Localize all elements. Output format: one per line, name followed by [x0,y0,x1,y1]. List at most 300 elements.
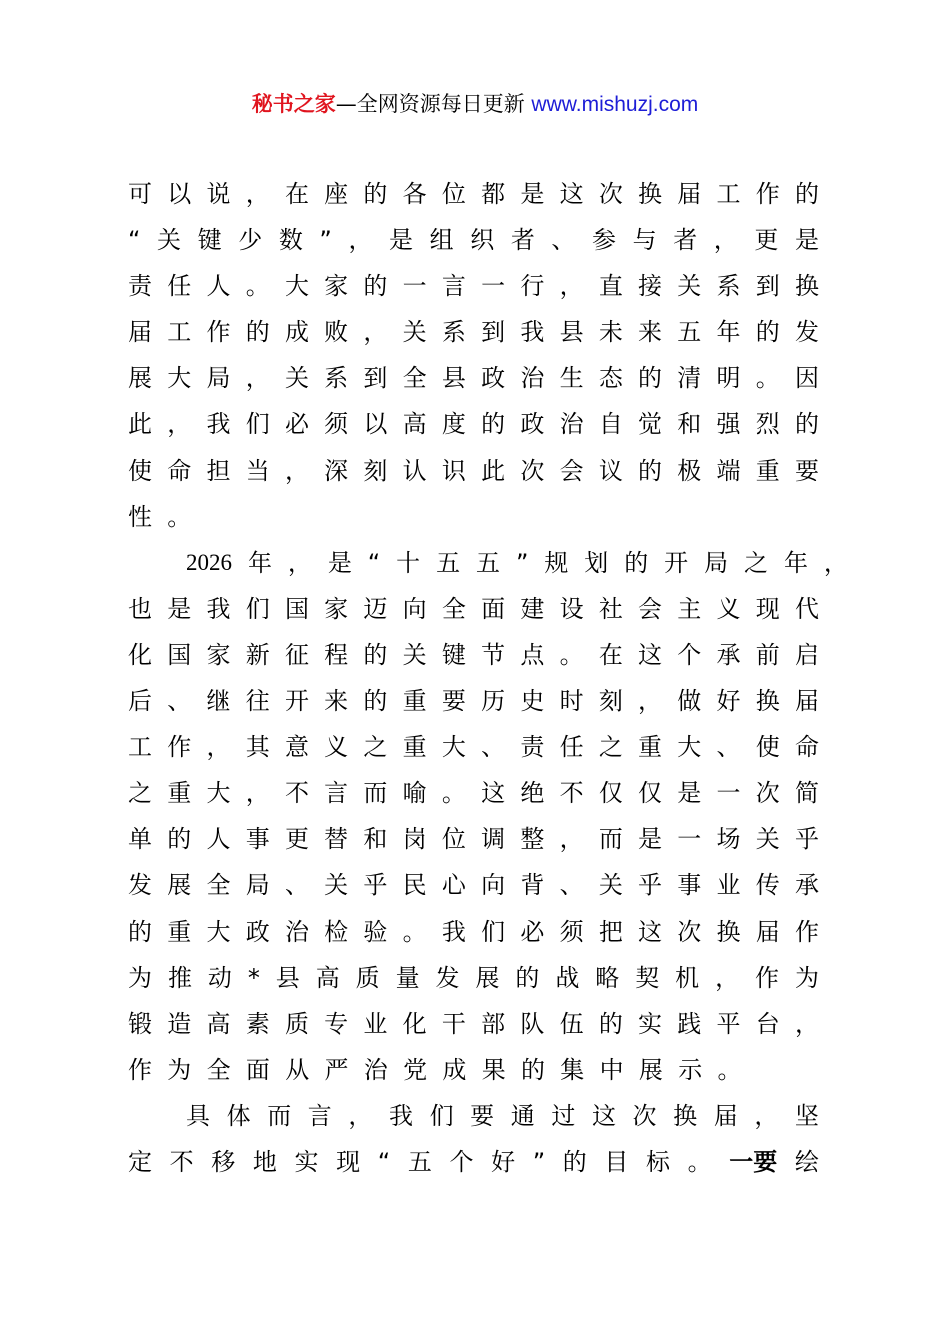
char: 好 [716,687,741,716]
char: 要 [470,1101,495,1130]
char: 台 [755,1009,780,1038]
char: 大 [677,733,702,762]
char: 迈 [363,594,388,623]
char: 义 [324,733,349,762]
char: 命 [794,733,819,762]
char: 年 [247,548,272,577]
char: 们 [245,410,270,439]
char: 的 [562,1147,587,1176]
char: 系 [716,272,741,301]
char: 我 [441,917,466,946]
char: 全 [402,364,427,393]
char: 一 [716,779,741,808]
char: 换 [638,180,663,208]
char: 的 [794,180,819,208]
text-line [128,217,819,263]
text-line [128,770,819,816]
char: 家 [324,272,349,301]
char: 届 [677,180,702,208]
char: 极 [677,456,702,485]
char: 。 [402,917,427,946]
char: 到 [755,272,780,301]
char: 组 [429,226,454,255]
text-line [128,862,819,908]
char: ” [532,1147,546,1176]
char: 我 [206,410,231,439]
text-line [128,1001,819,1047]
char: 展 [475,963,500,992]
char: 标 [646,1147,670,1176]
char: 治 [559,410,584,439]
char: 生 [559,364,584,393]
char: ， [794,1009,819,1038]
char: 年 [783,548,808,577]
char: 启 [794,640,819,669]
char: 业 [363,1009,388,1038]
char: 高 [206,1009,231,1038]
char: 更 [284,825,309,854]
char: 在 [284,180,309,208]
char: 展 [128,364,152,393]
char: 事 [677,871,702,900]
char: 一 [481,272,506,301]
char: 是 [677,779,702,808]
char: 少 [238,226,263,255]
char: 历 [481,687,506,716]
char: 们 [429,1101,454,1130]
char: 的 [515,963,540,992]
char: 重 [402,687,427,716]
char: 败 [324,318,349,347]
char: 意 [284,733,309,762]
char: 后 [128,687,152,716]
char: 必 [520,917,545,946]
char: 之 [128,779,152,808]
char: 更 [754,226,779,255]
text-line: 作为全面从严治党成果的集中展示。 [128,1055,757,1084]
char: 仅 [598,779,623,808]
char: 们 [481,917,506,946]
char: 织 [470,226,495,255]
char: 届 [713,1101,738,1130]
char: 建 [520,594,545,623]
char: 参 [592,226,616,255]
char: 此 [481,456,506,485]
char: 契 [635,963,660,992]
char: 使 [128,456,152,485]
char: 键 [197,226,222,255]
char: 是 [638,825,663,854]
char: 质 [284,1009,309,1038]
char: 端 [716,456,741,485]
char: 的 [481,410,506,439]
char: 态 [598,364,623,393]
char: 须 [324,410,349,439]
char: 深 [324,456,349,485]
char: 人 [206,272,231,301]
char: 家 [206,640,231,669]
char: 大 [441,733,466,762]
char: 到 [363,364,388,393]
char: ， [638,687,663,716]
char: 系 [441,318,466,347]
char: ， [754,1101,779,1130]
char: ， [715,963,740,992]
char: * [247,963,260,992]
text-line [128,632,819,678]
char: 作 [167,733,192,762]
char: 这 [638,917,663,946]
char: 作 [794,917,819,946]
char: 的 [624,548,649,577]
char: 政 [481,364,506,393]
char: 一 [402,272,427,301]
char: 度 [441,410,466,439]
char: 届 [794,687,819,716]
char: ” [319,226,332,255]
char: 换 [673,1101,698,1130]
char: 代 [794,594,819,623]
char: 而 [598,825,623,854]
number-token: 2026 [186,549,232,575]
char: 重 [167,779,192,808]
char: 部 [481,1009,506,1038]
char: 行 [520,272,545,301]
char: 议 [598,456,623,485]
char: 面 [481,594,506,623]
char: 调 [481,825,506,854]
char: 过 [551,1101,576,1130]
char: 者 [510,226,535,255]
char: 的 [363,687,388,716]
char: 为 [128,963,152,992]
char: 造 [167,1009,192,1038]
text-line: 性。 [128,502,207,531]
char: 场 [716,825,741,854]
char: 关 [598,871,623,900]
char: 换 [755,687,780,716]
char: 之 [744,548,768,577]
char: “ [367,548,381,577]
char: 素 [245,1009,270,1038]
char: 关 [402,640,427,669]
char: 大 [284,272,309,301]
char: 以 [363,410,388,439]
char: 设 [559,594,584,623]
char: 作 [755,180,780,208]
char: 县 [559,318,584,347]
char: 。 [441,779,466,808]
text-line [186,1093,819,1139]
char: 强 [716,410,741,439]
char: 。 [245,272,270,301]
char: 我 [388,1101,413,1130]
char: 伍 [559,1009,584,1038]
char: 事 [245,825,270,854]
char: 其 [245,733,270,762]
char: 县 [275,963,300,992]
char: 大 [206,917,231,946]
char: 高 [315,963,340,992]
char: 到 [481,318,506,347]
char: 发 [435,963,460,992]
document-body [128,171,848,1185]
char: 验 [363,917,388,946]
char: ， [245,180,270,208]
char: 全 [441,594,466,623]
char: 而 [363,779,388,808]
char: 移 [211,1147,236,1176]
char: 局 [245,871,270,900]
char: 简 [794,779,819,808]
char: 大 [206,779,231,808]
char: 质 [355,963,380,992]
char: 岗 [402,825,427,854]
char: 次 [755,779,780,808]
char: 十 [396,548,421,577]
char: 数 [278,226,303,255]
char: 不 [284,779,309,808]
text-segment: 绘 [794,1147,819,1176]
char: 而 [267,1101,292,1130]
char: 民 [402,871,427,900]
char: 届 [755,917,780,946]
char: 是 [327,548,352,577]
char: 大 [167,364,192,393]
char: 关 [755,825,780,854]
char: 业 [716,871,741,900]
char: 关 [284,364,309,393]
char: 这 [481,779,506,808]
char: 识 [441,456,466,485]
char: 担 [206,456,231,485]
char: 地 [252,1147,277,1176]
char: 座 [324,180,349,208]
char: 时 [559,687,584,716]
char: 接 [638,272,663,301]
char: ， [559,272,584,301]
char: 成 [284,318,309,347]
char: 不 [169,1147,194,1176]
char: 这 [591,1101,616,1130]
char: ， [559,825,584,854]
banner-tagline: —全网资源每日更新 [335,92,525,116]
char: 的 [638,364,663,393]
char: 、 [559,871,584,900]
char: 不 [559,779,584,808]
char: 关 [677,272,702,301]
char: 平 [716,1009,741,1038]
char: 承 [716,640,741,669]
char: 战 [555,963,580,992]
char: 的 [128,917,152,946]
char: 、 [481,733,506,762]
char: 。 [687,1147,712,1176]
char: 作 [206,318,231,347]
char: 我 [206,594,231,623]
char: 传 [755,871,780,900]
char: 向 [402,594,427,623]
text-line [128,909,819,955]
char: ， [823,548,848,577]
char: 必 [284,410,309,439]
char: 划 [584,548,609,577]
char: 换 [716,917,741,946]
char: 的 [794,410,819,439]
char: 直 [598,272,623,301]
char: 使 [755,733,780,762]
char: 、 [551,226,576,255]
char: 。 [559,640,584,669]
char: 责 [520,733,545,762]
char: 的 [363,180,388,208]
char: 言 [307,1101,332,1130]
char: 乎 [638,871,663,900]
char: 来 [324,687,349,716]
char: 刻 [363,456,388,485]
char: 向 [481,871,506,900]
char: 觉 [638,410,663,439]
char: 继 [206,687,231,716]
char: 史 [520,687,545,716]
char: 实 [294,1147,319,1176]
char: 五 [677,318,702,347]
char: 社 [598,594,623,623]
char: 。 [755,364,780,393]
char: 乎 [363,871,388,900]
char: 当 [245,456,270,485]
char: ， [348,226,373,255]
char: 绝 [520,779,545,808]
char: 做 [677,687,702,716]
char: 的 [363,272,388,301]
char: 略 [595,963,620,992]
char: 键 [441,640,466,669]
text-line [128,401,819,447]
char: 整 [520,825,545,854]
char: 年 [716,318,741,347]
text-line [128,678,819,724]
char: ， [167,410,192,439]
char: 仅 [638,779,663,808]
char: 、 [167,687,192,716]
text-line-mixed [128,1139,819,1185]
char: 征 [284,640,309,669]
char: 之 [598,733,623,762]
char: 治 [284,917,309,946]
char: 化 [402,1009,427,1038]
char: 次 [598,180,623,208]
site-url-link[interactable]: www.mishuzj.com [531,93,699,116]
char: 动 [207,963,232,992]
char: 干 [441,1009,466,1038]
char: 工 [167,318,192,347]
char: 喻 [402,779,427,808]
char: 位 [441,180,466,208]
char: 来 [638,318,663,347]
char: ， [245,779,270,808]
char: 开 [664,548,689,577]
text-line [128,724,819,770]
char: 和 [677,410,702,439]
char: 作 [755,963,779,992]
char: 是 [389,226,414,255]
char: 主 [677,594,702,623]
char: 们 [245,594,270,623]
char: 会 [559,456,584,485]
char: 展 [167,871,192,900]
char: 者 [673,226,698,255]
char: 家 [324,594,349,623]
char: 的 [245,318,270,347]
char: 新 [245,640,270,669]
char: 重 [402,733,427,762]
char: 任 [167,272,192,301]
char: 背 [520,871,545,900]
char: 量 [395,963,420,992]
char: 坚 [794,1101,819,1130]
text-line [128,309,819,355]
char: 任 [559,733,584,762]
char: 高 [402,410,427,439]
char: 点 [520,640,545,669]
char: 工 [128,733,152,762]
char: 说 [206,180,231,208]
char: 关 [157,226,182,255]
char: 心 [441,871,466,900]
char: 的 [755,318,780,347]
char: “ [377,1147,391,1176]
bold-emphasis: 一要 [729,1147,778,1176]
char: 都 [481,180,506,208]
char: 的 [167,825,192,854]
char: 现 [755,594,780,623]
char: 次 [632,1101,657,1130]
char: 此 [128,410,152,439]
char: 局 [206,364,231,393]
char: 以 [167,180,192,208]
char: 未 [598,318,623,347]
char: 重 [638,733,663,762]
char: 义 [716,594,741,623]
char: 言 [441,272,466,301]
char: “ [128,226,141,255]
char: 这 [559,180,584,208]
char: 重 [755,456,780,485]
char: 规 [544,548,569,577]
text-line [128,955,819,1001]
char: 、 [716,733,741,762]
char: 也 [128,594,152,623]
char: 明 [716,364,741,393]
char: 县 [441,364,466,393]
char: 往 [245,687,270,716]
char: 具 [186,1101,210,1130]
char: 之 [363,733,388,762]
char: 承 [794,871,819,900]
char: ， [245,364,270,393]
char: 政 [245,917,270,946]
char: 定 [128,1147,152,1176]
char: ， [284,456,309,485]
char: 践 [677,1009,702,1038]
text-line [128,355,819,401]
char: 认 [402,456,427,485]
char: 替 [324,825,349,854]
char: 为 [794,963,819,992]
char: 人 [206,825,231,854]
char: 次 [677,917,702,946]
